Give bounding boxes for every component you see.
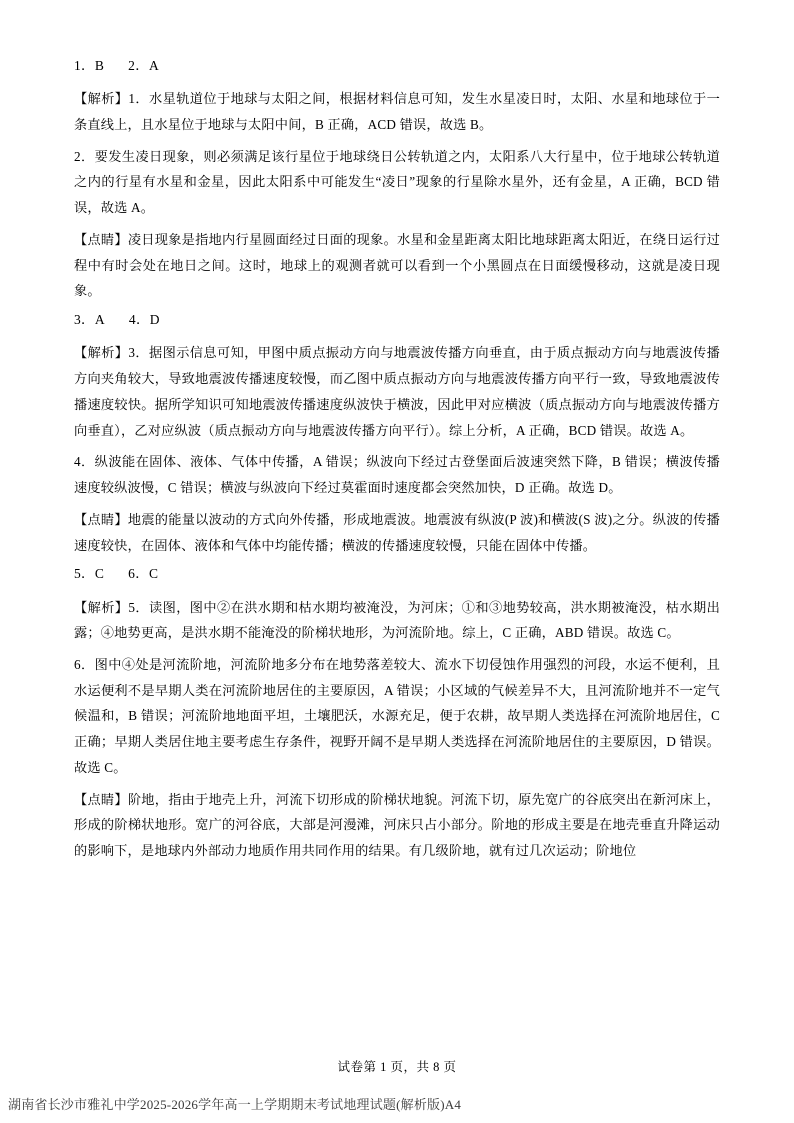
page-content (74, 56, 720, 864)
answer-line (74, 310, 720, 330)
answer-key: 4．D (128, 312, 160, 328)
explanation-paragraph: 2．要发生凌日现象，则必须满足该行星位于地球绕日公转轨道之内，太阳系八大行星中，位于地球公转轨道之内的行星有水星和金星，因此太阳系中可能发生“凌日”现象的行星除水星外，还有金星，A 正确，BCD 错误，故选 A。 (74, 148, 720, 216)
answer-line (74, 56, 720, 76)
explanation-paragraph: 【解析】1．水星轨道位于地球与太阳之间，根据材料信息可知，发生水星凌日时，太阳、水星和地球位于一条直线上，且水星位于地球与太阳中间，B 正确，ACD 错误，故选 B。 (74, 91, 720, 132)
explanation-paragraph: 6．图中④处是河流阶地，河流阶地多分布在地势落差较大、流水下切侵蚀作用强烈的河段，水运不便利，且水运便利不是早期人类在河流阶地居住的主要原因，A 错误；小区域的气候差异不大，且河流阶地并不一定气候温和，B 错误；河流阶地地面平坦，土壤肥沃，水源充足，便于农耕，故早期人类选择在河流阶地居住，C 正确；早期人类居住地主要考虑生存条件，视野开阔不是早期人类选择在河流阶地居住的主要原因，D 错误。故选 C。 (74, 656, 720, 775)
summary-paragraph: 【点睛】阶地，指由于地壳上升，河流下切形成的阶梯状地貌。河流下切，原先宽广的谷底突出在新河床上，形成的阶梯状地形。宽广的河谷底，大部是河漫滩，河床只占小部分。阶地的形成主要是在地壳垂直升降运动的影响下，是地球内外部动力地质作用共同作用的结果。有几级阶地，就有过几次运动；阶地位 (74, 791, 720, 859)
page-number-footer: 试卷第 1 页，共 8 页 (337, 1060, 457, 1074)
answer-line (74, 564, 720, 584)
document-source-footer: 湖南省长沙市雅礼中学2025-2026学年高一上学期期末考试地理试题(解析版)A4 (8, 1097, 462, 1112)
answer-key: 2．A (128, 58, 160, 73)
summary-paragraph: 【点睛】地震的能量以波动的方式向外传播，形成地震波。地震波有纵波(P 波)和横波(S 波)之分。纵波的传播速度较快，在固体、液体和气体中均能传播；横波的传播速度较慢，只能在固体中传播。 (74, 511, 720, 553)
answer-key: 3．A (74, 312, 105, 328)
summary-paragraph: 【点睛】凌日现象是指地内行星圆面经过日面的现象。水星和金星距离太阳比地球距离太阳近，在绕日运行过程中有时会处在地日之间。这时，地球上的观测者就可以看到一个小黑圆点在日面缓慢移动，这就是凌日现象。 (74, 231, 720, 299)
answer-key: 6．C (128, 566, 159, 582)
answer-key: 1．B (74, 58, 105, 73)
answer-key: 5．C (74, 566, 105, 582)
explanation-paragraph: 【解析】3．据图示信息可知，甲图中质点振动方向与地震波传播方向垂直，由于质点振动方向与地震波传播方向夹角较大，导致地震波传播速度较慢，而乙图中质点振动方向与地震波传播方向平行一致，导致地震波传播速度较快。据所学知识可知地震波传播速度纵波快于横波，因此甲对应横波（质点振动方向与地震波传播方向垂直），乙对应纵波（质点振动方向与地震波传播方向平行）。综上分析，A 正确，BCD 错误。故选 A。 (74, 345, 720, 438)
explanation-paragraph: 【解析】5．读图，图中②在洪水期和枯水期均被淹没，为河床；①和③地势较高，洪水期被淹没，枯水期出露；④地势更高，是洪水期不能淹没的阶梯状地形，为河流阶地。综上，C 正确，ABD 错误。故选 C。 (74, 599, 720, 641)
explanation-paragraph: 4．纵波能在固体、液体、气体中传播，A 错误；纵波向下经过古登堡面后波速突然下降，B 错误；横波传播速度较纵波慢，C 错误；横波与纵波向下经过莫霍面时速度都会突然加快，D 正确。故选 D。 (74, 454, 720, 496)
